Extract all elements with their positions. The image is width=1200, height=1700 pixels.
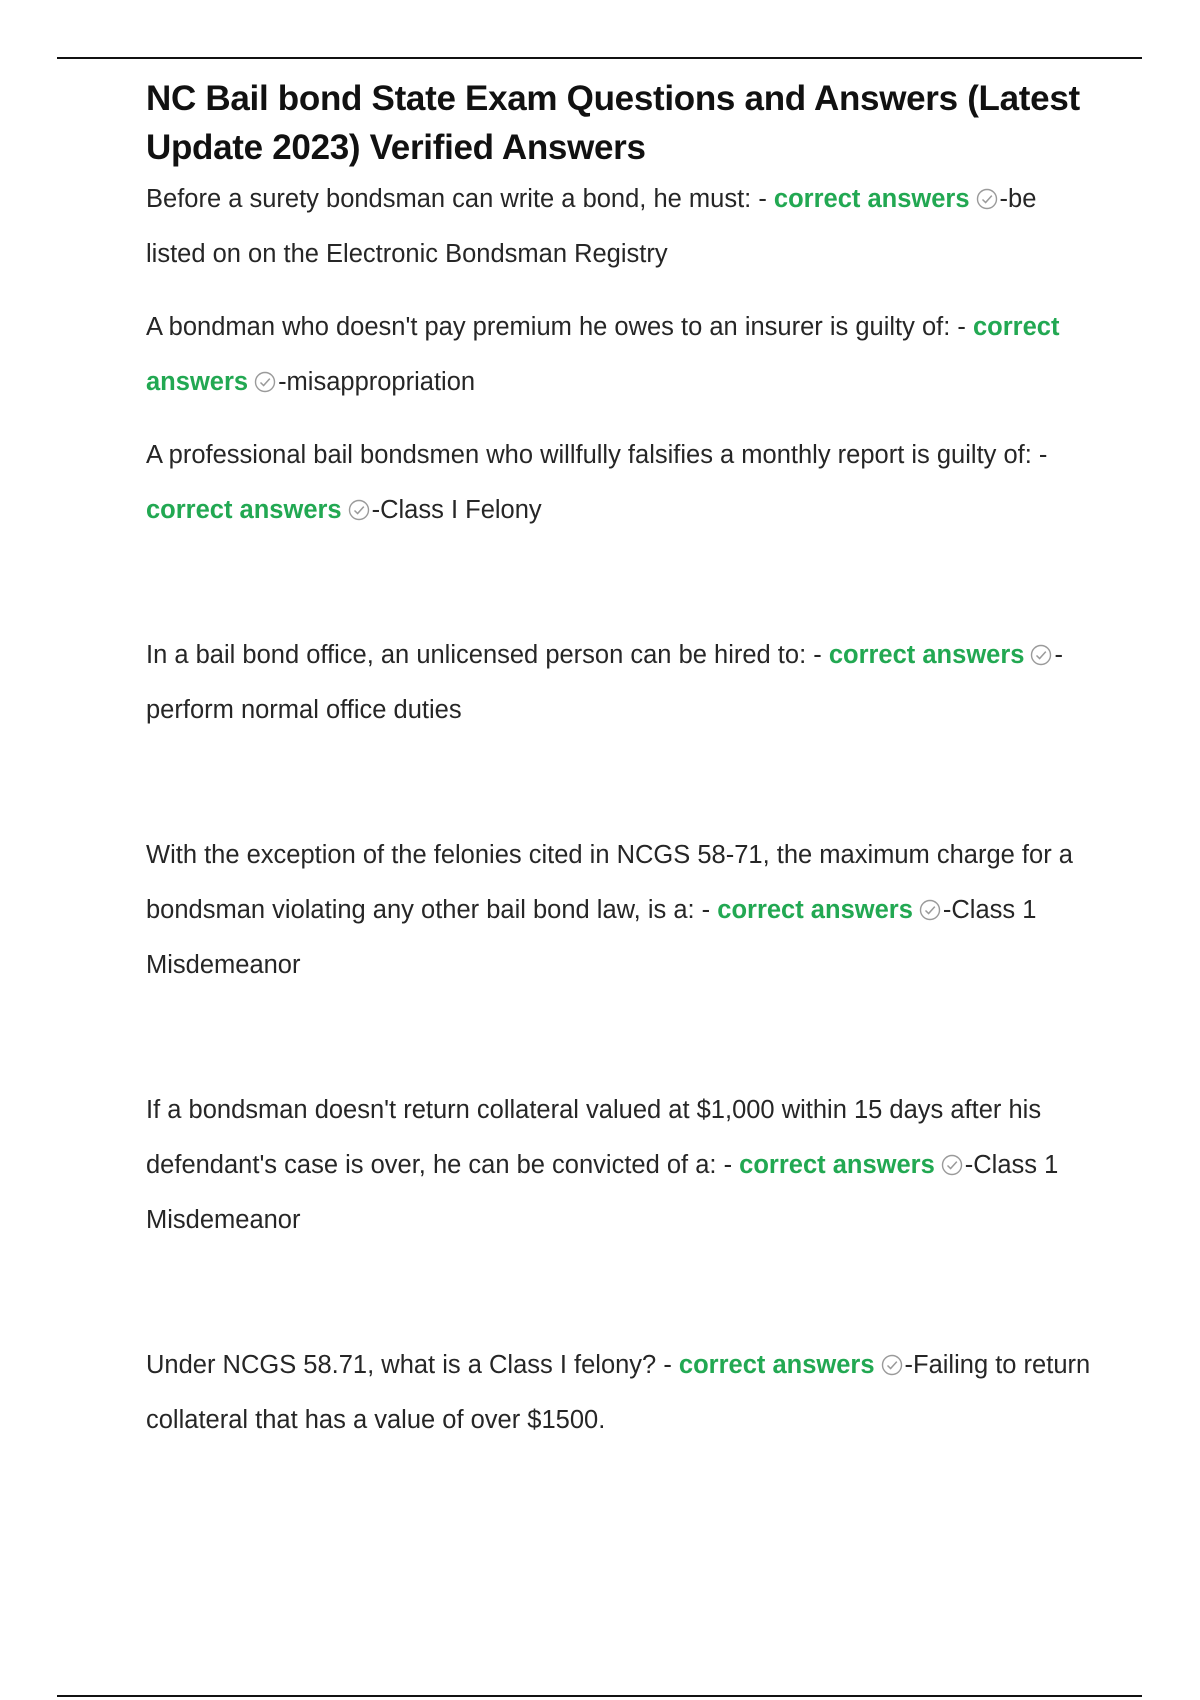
correct-answers-label: correct answers [717,896,913,924]
question-text: In a bail bond office, an unlicensed person can be hired to: - [146,641,829,669]
check-circle-icon [1030,644,1052,666]
qa-item-5 [146,828,1092,993]
check-circle-icon [348,499,370,521]
answer-text: -misappropriation [278,368,476,396]
correct-answers-label: correct answers [739,1151,935,1179]
bottom-rule [57,1695,1142,1697]
qa-item-4 [146,628,1092,738]
top-rule [57,57,1142,59]
question-text: A bondman who doesn't pay premium he owes to an insurer is guilty of: - [146,313,973,341]
qa-item-3 [146,428,1092,538]
document-title: NC Bail bond State Exam Questions and Answers (Latest Update 2023) Verified Answers [146,79,1080,167]
check-circle-icon [976,188,998,210]
check-circle-icon [881,1354,903,1376]
answer-text: -perform normal office duties [146,641,1063,724]
qa-item-6 [146,1083,1092,1248]
answer-text: -Class I Felony [371,496,542,524]
correct-answers-label: correct answers [678,1351,875,1379]
question-text: If a bondsman doesn't return collateral valued at $1,000 within 15 days after his defendant's case is over, he can be convicted of a: - [146,1096,1042,1179]
correct-answers-label: correct answers [828,641,1025,669]
question-text: Under NCGS 58.71, what is a Class I felony? - [146,1351,679,1379]
qa-item-2 [146,300,1092,410]
qa-item-1 [146,172,1092,282]
correct-answers-label: correct answers [773,185,970,213]
answer-text: -be listed on on the Electronic Bondsman Registry [146,185,1037,268]
answer-text: -Failing to return collateral that has a value of over $1500. [146,1351,1091,1434]
document-body [146,74,1092,1448]
check-circle-icon [254,371,276,393]
correct-answers-label: correct answers [146,496,342,524]
question-text: Before a surety bondsman can write a bond, he must: - [146,185,774,213]
correct-answers-label: correct answers [146,313,1060,396]
qa-item-7 [146,1338,1092,1448]
answer-text: -Class 1 Misdemeanor [146,1151,1059,1234]
answer-text: -Class 1 Misdemeanor [146,896,1037,979]
question-text: A professional bail bondsmen who willfully falsifies a monthly report is guilty of: - [146,441,1048,469]
check-circle-icon [919,899,941,921]
question-text: With the exception of the felonies cited in NCGS 58-71, the maximum charge for a bondsman violating any other bail bond law, is a: - [146,841,1073,924]
check-circle-icon [941,1154,963,1176]
